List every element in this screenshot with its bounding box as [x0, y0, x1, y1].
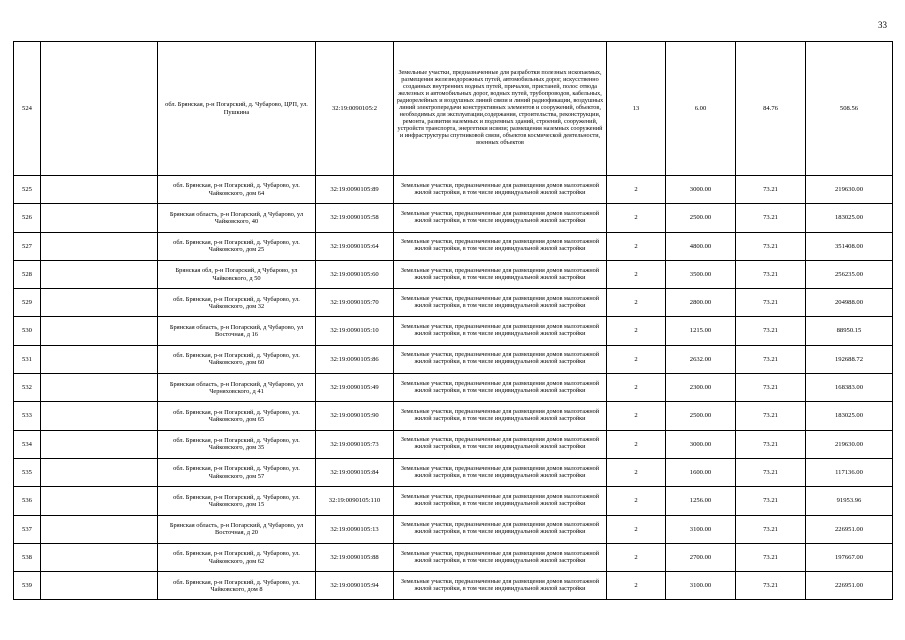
unit-value-cell: 73.21: [736, 487, 806, 515]
table-row: [14, 515, 893, 543]
cadastral-number-cell: 32:19:0090105:2: [316, 42, 394, 176]
blank-cell: [41, 204, 158, 232]
blank-cell: [41, 515, 158, 543]
table-row: [14, 458, 893, 486]
unit-value-cell: 73.21: [736, 543, 806, 571]
cadastral-value-cell: 219630.00: [806, 176, 893, 204]
cadastral-number-cell: 32:19:0090105:88: [316, 543, 394, 571]
use-code-cell: 2: [607, 260, 666, 288]
cadastral-number-cell: 32:19:0090105:110: [316, 487, 394, 515]
land-use-cell: Земельные участки, предназначенные для размещения домов малоэтажной жилой застройки, в том числе индивидуальной жилой застройки: [394, 374, 607, 402]
blank-cell: [41, 572, 158, 600]
row-number-cell: 538: [14, 543, 41, 571]
blank-cell: [41, 374, 158, 402]
land-use-cell: Земельные участки, предназначенные для размещения домов малоэтажной жилой застройки, в том числе индивидуальной жилой застройки: [394, 458, 607, 486]
use-code-cell: 2: [607, 430, 666, 458]
use-code-cell: 2: [607, 204, 666, 232]
unit-value-cell: 73.21: [736, 176, 806, 204]
unit-value-cell: 73.21: [736, 317, 806, 345]
address-cell: Брянская область, р-н Погарский, д Чубарово, ул Черняховского, д 41: [158, 374, 316, 402]
address-cell: обл. Брянская, р-н Погарский, д. Чубарово, ЦРП, ул. Пушкина: [158, 42, 316, 176]
land-use-cell: Земельные участки, предназначенные для разработки полезных ископаемых, размещения железнодорожных путей, автомобильных дорог, искусственно созданных внутренних водных путей, причалов, пристаней, полос отвода железных и автомобильных дорог, водных путей, трубопроводов, кабельных, радиорелейных и воздушных линий связи и линий радиофикации, воздушных линий электропередачи конструктивных элементов и сооружений, объектов, необходимых для эксплуатации,содержания, строительства, реконструкции, ремонта, развития наземных и подземных зданий, строений, сооружений, устройств транспорта, энергетики исвязи; размещения наземных сооружений и инфраструктуры спутниковой связи, объектов космической деятельности, военных объектов: [394, 42, 607, 176]
row-number-cell: 539: [14, 572, 41, 600]
row-number-cell: 531: [14, 345, 41, 373]
blank-cell: [41, 232, 158, 260]
area-cell: 2300.00: [666, 374, 736, 402]
cadastral-number-cell: 32:19:0090105:58: [316, 204, 394, 232]
area-cell: 3100.00: [666, 515, 736, 543]
cadastral-value-cell: 226951.00: [806, 515, 893, 543]
unit-value-cell: 73.21: [736, 289, 806, 317]
area-cell: 2800.00: [666, 289, 736, 317]
land-use-cell: Земельные участки, предназначенные для размещения домов малоэтажной жилой застройки, в том числе индивидуальной жилой застройки: [394, 204, 607, 232]
use-code-cell: 2: [607, 232, 666, 260]
blank-cell: [41, 402, 158, 430]
unit-value-cell: 73.21: [736, 260, 806, 288]
row-number-cell: 528: [14, 260, 41, 288]
row-number-cell: 527: [14, 232, 41, 260]
land-use-cell: Земельные участки, предназначенные для размещения домов малоэтажной жилой застройки, в том числе индивидуальной жилой застройки: [394, 430, 607, 458]
cadastral-number-cell: 32:19:0090105:70: [316, 289, 394, 317]
address-cell: обл. Брянская, р-н Погарский, д. Чубарово, ул. Чайковского, дом 35: [158, 430, 316, 458]
use-code-cell: 2: [607, 458, 666, 486]
area-cell: 2700.00: [666, 543, 736, 571]
unit-value-cell: 84.76: [736, 42, 806, 176]
row-number-cell: 526: [14, 204, 41, 232]
table-row: [14, 487, 893, 515]
blank-cell: [41, 430, 158, 458]
row-number-cell: 533: [14, 402, 41, 430]
address-cell: обл. Брянская, р-н Погарский, д. Чубарово, ул. Чайковского, дом 15: [158, 487, 316, 515]
cadastral-number-cell: 32:19:0090105:10: [316, 317, 394, 345]
area-cell: 3100.00: [666, 572, 736, 600]
use-code-cell: 2: [607, 317, 666, 345]
land-use-cell: Земельные участки, предназначенные для размещения домов малоэтажной жилой застройки, в том числе индивидуальной жилой застройки: [394, 515, 607, 543]
page-number: 33: [878, 20, 887, 30]
cadastral-number-cell: 32:19:0090105:13: [316, 515, 394, 543]
cadastral-value-cell: 117136.00: [806, 458, 893, 486]
area-cell: 1215.00: [666, 317, 736, 345]
table-body: [14, 42, 893, 600]
blank-cell: [41, 543, 158, 571]
table-row: [14, 543, 893, 571]
use-code-cell: 2: [607, 374, 666, 402]
row-number-cell: 529: [14, 289, 41, 317]
blank-cell: [41, 176, 158, 204]
land-use-cell: Земельные участки, предназначенные для размещения домов малоэтажной жилой застройки, в том числе индивидуальной жилой застройки: [394, 317, 607, 345]
unit-value-cell: 73.21: [736, 345, 806, 373]
cadastral-number-cell: 32:19:0090105:84: [316, 458, 394, 486]
unit-value-cell: 73.21: [736, 515, 806, 543]
row-number-cell: 535: [14, 458, 41, 486]
table-row: [14, 289, 893, 317]
cadastral-value-cell: 508.56: [806, 42, 893, 176]
table-row: [14, 430, 893, 458]
area-cell: 6.00: [666, 42, 736, 176]
address-cell: обл. Брянская, р-н Погарский, д. Чубарово, ул. Чайковского, дом 62: [158, 543, 316, 571]
unit-value-cell: 73.21: [736, 572, 806, 600]
address-cell: обл. Брянская, р-н Погарский, д. Чубарово, ул. Чайковского, дом 65: [158, 402, 316, 430]
unit-value-cell: 73.21: [736, 374, 806, 402]
address-cell: Брянская область, р-н Погарский, д Чубарово, ул Восточная, д 20: [158, 515, 316, 543]
use-code-cell: 2: [607, 176, 666, 204]
cadastral-number-cell: 32:19:0090105:89: [316, 176, 394, 204]
cadastral-number-cell: 32:19:0090105:49: [316, 374, 394, 402]
row-number-cell: 536: [14, 487, 41, 515]
cadastral-value-table: [13, 41, 893, 600]
use-code-cell: 2: [607, 487, 666, 515]
address-cell: обл. Брянская, р-н Погарский, д. Чубарово, ул. Чайковского, дом 25: [158, 232, 316, 260]
cadastral-value-cell: 88950.15: [806, 317, 893, 345]
cadastral-value-cell: 256235.00: [806, 260, 893, 288]
area-cell: 4800.00: [666, 232, 736, 260]
blank-cell: [41, 345, 158, 373]
cadastral-value-cell: 91953.96: [806, 487, 893, 515]
area-cell: 3000.00: [666, 176, 736, 204]
area-cell: 1256.00: [666, 487, 736, 515]
cadastral-value-cell: 168383.00: [806, 374, 893, 402]
row-number-cell: 524: [14, 42, 41, 176]
cadastral-number-cell: 32:19:0090105:73: [316, 430, 394, 458]
cadastral-value-cell: 204988.00: [806, 289, 893, 317]
cadastral-number-cell: 32:19:0090105:90: [316, 402, 394, 430]
cadastral-value-cell: 197667.00: [806, 543, 893, 571]
land-use-cell: Земельные участки, предназначенные для размещения домов малоэтажной жилой застройки, в том числе индивидуальной жилой застройки: [394, 260, 607, 288]
blank-cell: [41, 289, 158, 317]
blank-cell: [41, 487, 158, 515]
area-cell: 2632.00: [666, 345, 736, 373]
table-row: [14, 345, 893, 373]
land-use-cell: Земельные участки, предназначенные для размещения домов малоэтажной жилой застройки, в том числе индивидуальной жилой застройки: [394, 289, 607, 317]
row-number-cell: 525: [14, 176, 41, 204]
land-use-cell: Земельные участки, предназначенные для размещения домов малоэтажной жилой застройки, в том числе индивидуальной жилой застройки: [394, 402, 607, 430]
row-number-cell: 534: [14, 430, 41, 458]
cadastral-number-cell: 32:19:0090105:64: [316, 232, 394, 260]
cadastral-value-cell: 192688.72: [806, 345, 893, 373]
area-cell: 3500.00: [666, 260, 736, 288]
table-row: [14, 176, 893, 204]
row-number-cell: 532: [14, 374, 41, 402]
cadastral-value-cell: 183025.00: [806, 402, 893, 430]
cadastral-value-cell: 183025.00: [806, 204, 893, 232]
area-cell: 2500.00: [666, 204, 736, 232]
land-use-cell: Земельные участки, предназначенные для размещения домов малоэтажной жилой застройки, в том числе индивидуальной жилой застройки: [394, 345, 607, 373]
use-code-cell: 13: [607, 42, 666, 176]
cadastral-number-cell: 32:19:0090105:94: [316, 572, 394, 600]
address-cell: Брянская область, р-н Погарский, д Чубарово, ул Чайковского, 40: [158, 204, 316, 232]
blank-cell: [41, 42, 158, 176]
unit-value-cell: 73.21: [736, 204, 806, 232]
address-cell: обл. Брянская, р-н Погарский, д. Чубарово, ул. Чайковского, дом 57: [158, 458, 316, 486]
table-row: [14, 260, 893, 288]
table-row: [14, 204, 893, 232]
use-code-cell: 2: [607, 515, 666, 543]
blank-cell: [41, 260, 158, 288]
unit-value-cell: 73.21: [736, 232, 806, 260]
use-code-cell: 2: [607, 572, 666, 600]
unit-value-cell: 73.21: [736, 458, 806, 486]
use-code-cell: 2: [607, 345, 666, 373]
cadastral-number-cell: 32:19:0090105:60: [316, 260, 394, 288]
cadastral-value-cell: 226951.00: [806, 572, 893, 600]
area-cell: 3000.00: [666, 430, 736, 458]
area-cell: 2500.00: [666, 402, 736, 430]
address-cell: обл. Брянская, р-н Погарский, д. Чубарово, ул. Чайковского, дом 8: [158, 572, 316, 600]
land-use-cell: Земельные участки, предназначенные для размещения домов малоэтажной жилой застройки, в том числе индивидуальной жилой застройки: [394, 487, 607, 515]
table-row: [14, 402, 893, 430]
cadastral-value-cell: 219630.00: [806, 430, 893, 458]
table-row: [14, 42, 893, 176]
cadastral-number-cell: 32:19:0090105:86: [316, 345, 394, 373]
unit-value-cell: 73.21: [736, 430, 806, 458]
table-row: [14, 232, 893, 260]
use-code-cell: 2: [607, 402, 666, 430]
land-use-cell: Земельные участки, предназначенные для размещения домов малоэтажной жилой застройки, в том числе индивидуальной жилой застройки: [394, 232, 607, 260]
address-cell: обл. Брянская, р-н Погарский, д. Чубарово, ул. Чайковского, дом 60: [158, 345, 316, 373]
row-number-cell: 537: [14, 515, 41, 543]
row-number-cell: 530: [14, 317, 41, 345]
cadastral-value-cell: 351408.00: [806, 232, 893, 260]
table-row: [14, 572, 893, 600]
address-cell: обл. Брянская, р-н Погарский, д. Чубарово, ул. Чайковского, дом 32: [158, 289, 316, 317]
area-cell: 1600.00: [666, 458, 736, 486]
unit-value-cell: 73.21: [736, 402, 806, 430]
table-row: [14, 374, 893, 402]
blank-cell: [41, 317, 158, 345]
use-code-cell: 2: [607, 543, 666, 571]
land-use-cell: Земельные участки, предназначенные для размещения домов малоэтажной жилой застройки, в том числе индивидуальной жилой застройки: [394, 176, 607, 204]
table-row: [14, 317, 893, 345]
address-cell: Брянская обл, р-н Погарский, д Чубарово, ул Чайковского, д 50: [158, 260, 316, 288]
land-use-cell: Земельные участки, предназначенные для размещения домов малоэтажной жилой застройки, в том числе индивидуальной жилой застройки: [394, 543, 607, 571]
use-code-cell: 2: [607, 289, 666, 317]
blank-cell: [41, 458, 158, 486]
land-use-cell: Земельные участки, предназначенные для размещения домов малоэтажной жилой застройки, в том числе индивидуальной жилой застройки: [394, 572, 607, 600]
address-cell: обл. Брянская, р-н Погарский, д. Чубарово, ул. Чайковского, дом 64: [158, 176, 316, 204]
address-cell: Брянская область, р-н Погарский, д Чубарово, ул Восточная, д 16: [158, 317, 316, 345]
